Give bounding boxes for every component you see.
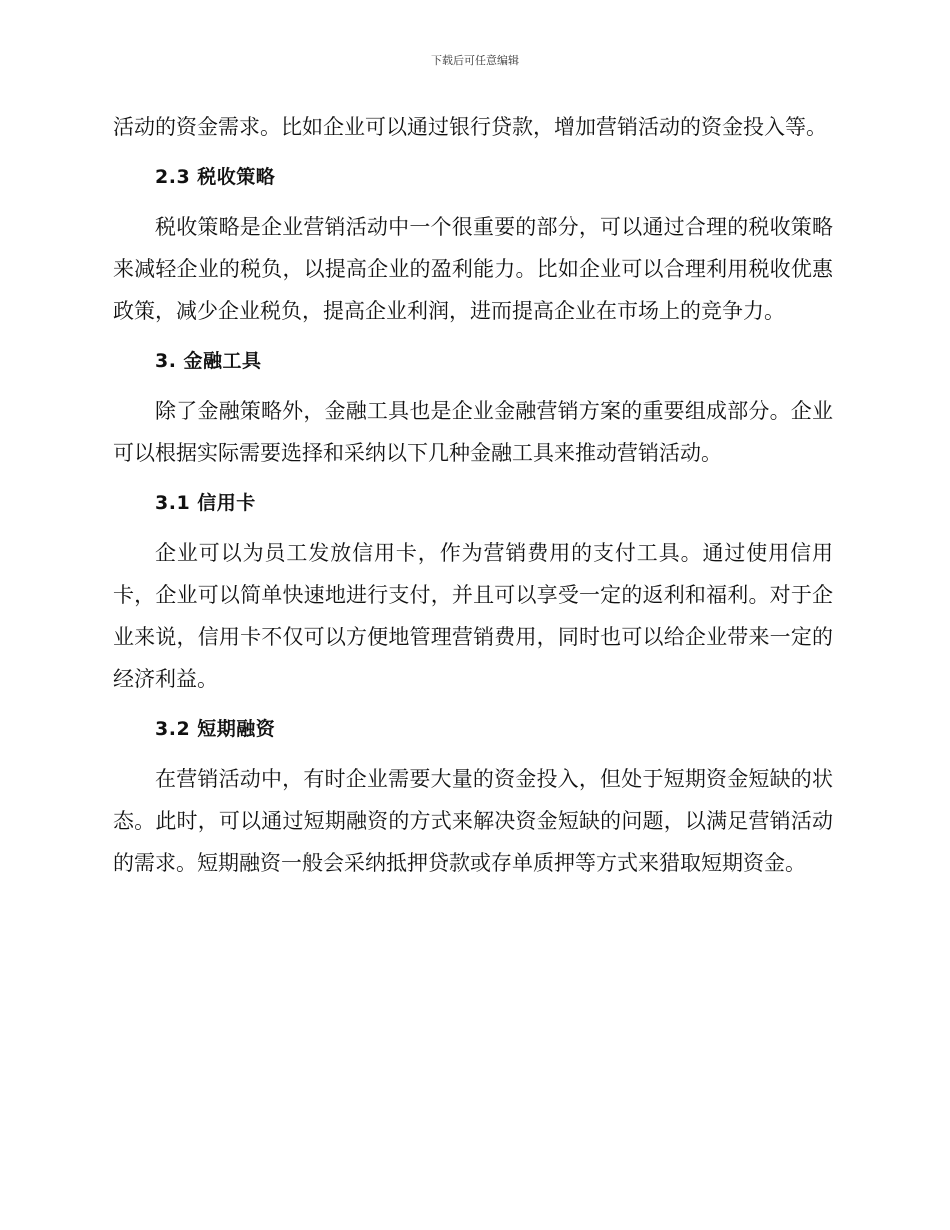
section-heading-3-1: 3.1 信用卡 xyxy=(155,492,256,514)
paragraph-continuation: 活动的资金需求。比如企业可以通过银行贷款，增加营销活动的资金投入等。 xyxy=(113,115,827,139)
section-heading-3: 3. 金融工具 xyxy=(155,350,262,372)
paragraph-short-term-financing: 在营销活动中，有时企业需要大量的资金投入，但处于短期资金短缺的状态。此时，可以通过短期融资的方式来解决资金短缺的问题，以满足营销活动的需求。短期融资一般会采纳抵押贷款或存单质押等方式来猎取短期资金。 xyxy=(113,767,833,875)
paragraph-tax-strategy: 税收策略是企业营销活动中一个很重要的部分，可以通过合理的税收策略来减轻企业的税负，以提高企业的盈利能力。比如企业可以合理利用税收优惠政策，减少企业税负，提高企业利润，进而提高企业在市场上的竞争力。 xyxy=(113,215,833,323)
page-header: 下载后可任意编辑 xyxy=(431,54,519,67)
document-body xyxy=(113,106,833,892)
paragraph-financial-tools: 除了金融策略外，金融工具也是企业金融营销方案的重要组成部分。企业可以根据实际需要选择和采纳以下几种金融工具来推动营销活动。 xyxy=(113,399,833,465)
section-heading-3-2: 3.2 短期融资 xyxy=(155,718,276,740)
section-heading-2-3: 2.3 税收策略 xyxy=(155,166,276,188)
paragraph-credit-card: 企业可以为员工发放信用卡，作为营销费用的支付工具。通过使用信用卡，企业可以简单快速地进行支付，并且可以享受一定的返利和福利。对于企业来说，信用卡不仅可以方便地管理营销费用，同时也可以给企业带来一定的经济利益。 xyxy=(113,541,833,691)
